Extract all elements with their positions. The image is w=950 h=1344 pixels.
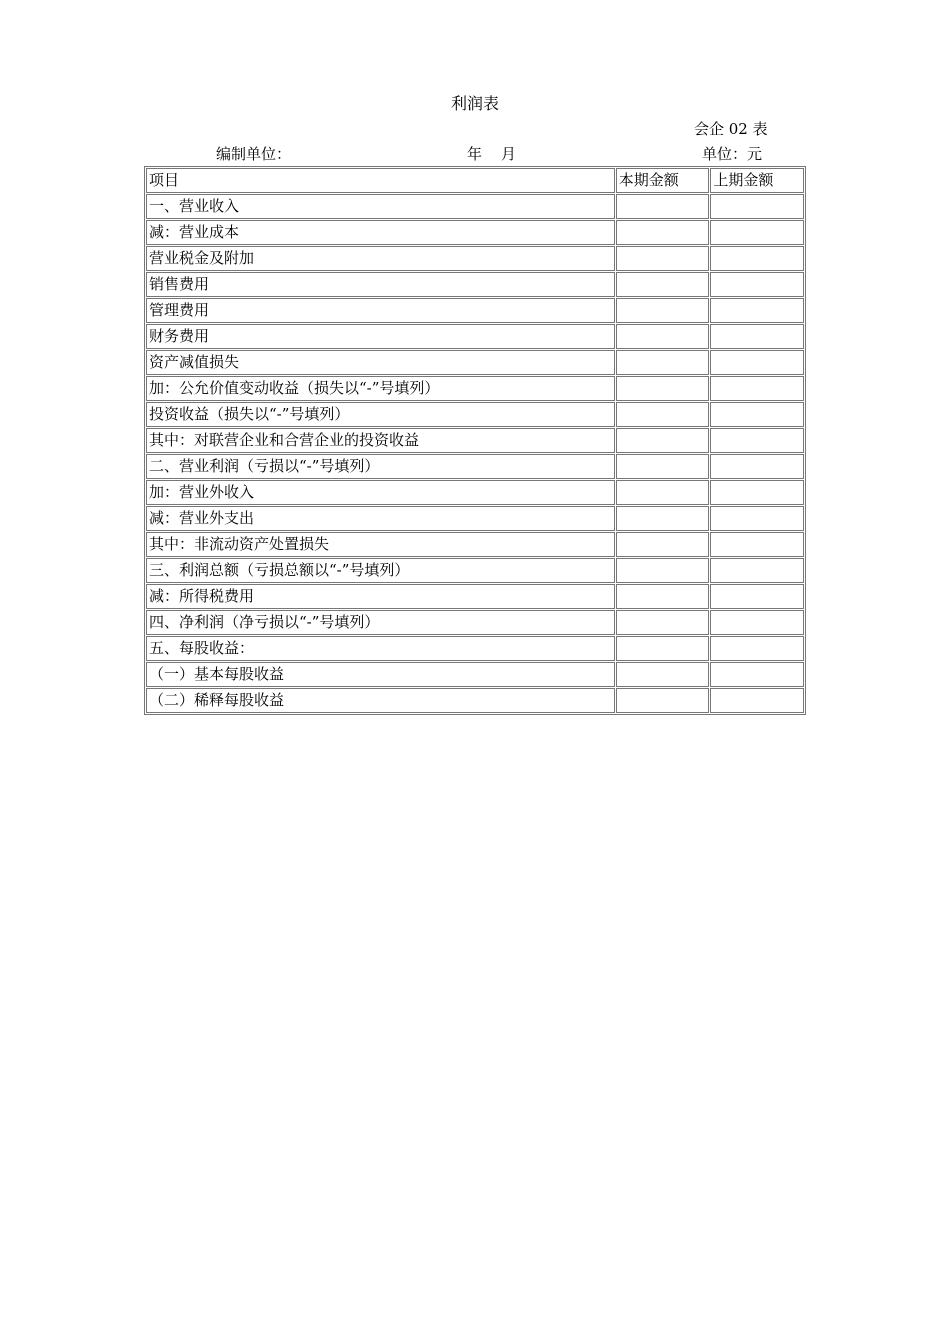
- row-previous-amount: [710, 454, 804, 479]
- row-item-label: （一）基本每股收益: [146, 662, 615, 687]
- row-current-amount: [616, 532, 710, 557]
- table-row: [146, 688, 804, 713]
- table-row: [146, 194, 804, 219]
- table-row: [146, 480, 804, 505]
- year-label: 年: [467, 145, 483, 163]
- table-row: [146, 402, 804, 427]
- table-row: [146, 376, 804, 401]
- table-row: [146, 324, 804, 349]
- row-item-label: 加：营业外收入: [146, 480, 615, 505]
- row-current-amount: [616, 558, 710, 583]
- row-item-label: 减：营业外支出: [146, 506, 615, 531]
- table-row: [146, 610, 804, 635]
- row-previous-amount: [710, 480, 804, 505]
- row-current-amount: [616, 194, 710, 219]
- row-current-amount: [616, 454, 710, 479]
- row-current-amount: [616, 428, 710, 453]
- table-row: [146, 350, 804, 375]
- row-previous-amount: [710, 220, 804, 245]
- row-current-amount: [616, 402, 710, 427]
- table-row: [146, 428, 804, 453]
- row-previous-amount: [710, 402, 804, 427]
- table-row: [146, 454, 804, 479]
- row-item-label: 二、营业利润（亏损以“-”号填列）: [146, 454, 615, 479]
- row-previous-amount: [710, 688, 804, 713]
- row-current-amount: [616, 506, 710, 531]
- row-item-label: 加：公允价值变动收益（损失以“-”号填列）: [146, 376, 615, 401]
- page-title: 利润表: [450, 94, 499, 113]
- row-previous-amount: [710, 636, 804, 661]
- row-current-amount: [616, 688, 710, 713]
- row-item-label: 销售费用: [146, 272, 615, 297]
- row-current-amount: [616, 662, 710, 687]
- row-previous-amount: [710, 662, 804, 687]
- row-item-label: 资产减值损失: [146, 350, 615, 375]
- row-previous-amount: [710, 298, 804, 323]
- row-current-amount: [616, 246, 710, 271]
- row-previous-amount: [710, 350, 804, 375]
- month-label: 月: [501, 145, 517, 163]
- row-item-label: 其中：非流动资产处置损失: [146, 532, 615, 557]
- row-current-amount: [616, 298, 710, 323]
- income-statement-table: [144, 166, 806, 715]
- row-current-amount: [616, 220, 710, 245]
- table-row: [146, 532, 804, 557]
- row-current-amount: [616, 324, 710, 349]
- row-item-label: 财务费用: [146, 324, 615, 349]
- header-previous-period: 上期金额: [710, 168, 804, 193]
- table-row: [146, 298, 804, 323]
- row-current-amount: [616, 610, 710, 635]
- table-row: [146, 558, 804, 583]
- row-previous-amount: [710, 584, 804, 609]
- table-row: [146, 506, 804, 531]
- row-current-amount: [616, 376, 710, 401]
- row-previous-amount: [710, 246, 804, 271]
- row-item-label: 五、每股收益：: [146, 636, 615, 661]
- row-current-amount: [616, 272, 710, 297]
- row-item-label: 投资收益（损失以“-”号填列）: [146, 402, 615, 427]
- row-item-label: 一、营业收入: [146, 194, 615, 219]
- row-item-label: （二）稀释每股收益: [146, 688, 615, 713]
- table-body: [146, 194, 804, 713]
- row-previous-amount: [710, 532, 804, 557]
- row-current-amount: [616, 636, 710, 661]
- row-item-label: 减：所得税费用: [146, 584, 615, 609]
- table-row: [146, 662, 804, 687]
- row-current-amount: [616, 350, 710, 375]
- currency-unit-label: 单位：元: [702, 145, 763, 163]
- row-previous-amount: [710, 194, 804, 219]
- form-code: 会企 02 表: [694, 120, 768, 138]
- row-previous-amount: [710, 610, 804, 635]
- prepared-by-label: 编制单位：: [216, 145, 292, 163]
- header-current-period: 本期金额: [616, 168, 710, 193]
- report-meta: [0, 143, 950, 165]
- table-row: [146, 584, 804, 609]
- row-item-label: 三、利润总额（亏损总额以“-”号填列）: [146, 558, 615, 583]
- table-row: [146, 636, 804, 661]
- row-item-label: 减：营业成本: [146, 220, 615, 245]
- row-previous-amount: [710, 506, 804, 531]
- row-item-label: 管理费用: [146, 298, 615, 323]
- table-row: [146, 246, 804, 271]
- table-header-row: [146, 168, 804, 193]
- row-current-amount: [616, 584, 710, 609]
- row-current-amount: [616, 480, 710, 505]
- table-row: [146, 272, 804, 297]
- row-previous-amount: [710, 428, 804, 453]
- header-item: 项目: [146, 168, 615, 193]
- row-item-label: 营业税金及附加: [146, 246, 615, 271]
- row-item-label: 其中：对联营企业和合营企业的投资收益: [146, 428, 615, 453]
- row-item-label: 四、净利润（净亏损以“-”号填列）: [146, 610, 615, 635]
- table-row: [146, 220, 804, 245]
- row-previous-amount: [710, 272, 804, 297]
- row-previous-amount: [710, 376, 804, 401]
- row-previous-amount: [710, 324, 804, 349]
- row-previous-amount: [710, 558, 804, 583]
